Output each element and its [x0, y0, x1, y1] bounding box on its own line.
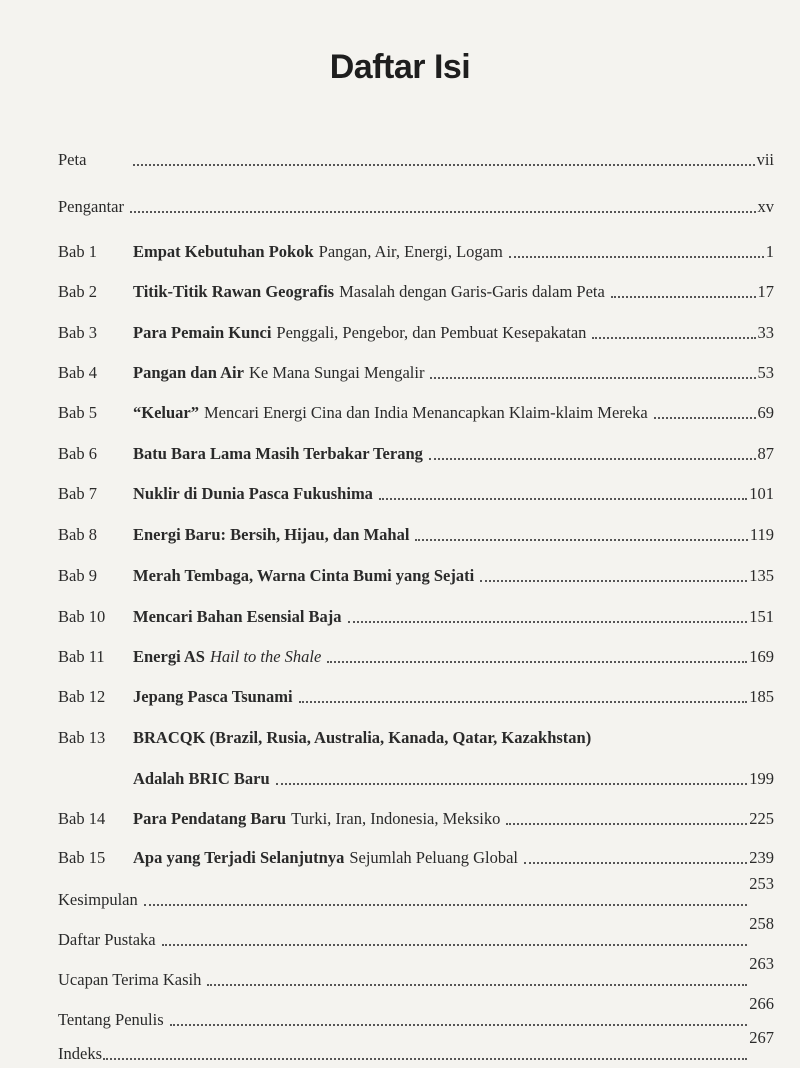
leader-dots: [327, 660, 747, 663]
toc-entry-bab-9[interactable]: [58, 556, 774, 586]
toc-entry-bab-8[interactable]: [58, 515, 774, 545]
chapter-number: Bab 5: [58, 403, 97, 422]
leader-dots: [299, 700, 748, 703]
entry-label: Pengantar: [58, 197, 124, 216]
chapter-number: Bab 11: [58, 647, 105, 666]
entry-label: Daftar Pustaka: [58, 930, 156, 949]
chapter-subtitle: Masalah dengan Garis-Garis dalam Peta: [339, 282, 605, 301]
entry-label: Indeks: [58, 1044, 102, 1063]
chapter-number: Bab 8: [58, 525, 97, 544]
chapter-subtitle: Ke Mana Sungai Mengalir: [248, 363, 425, 382]
chapter-title: Merah Tembaga, Warna Cinta Bumi yang Sejati: [133, 566, 475, 585]
chapter-title: Para Pemain Kunci: [133, 323, 272, 342]
page-number: 101: [749, 484, 774, 503]
chapter-title: Energi Baru: Bersih, Hijau, dan Mahal: [133, 525, 410, 544]
chapter-title: Jepang Pasca Tsunami: [133, 687, 293, 706]
chapter-title: “Keluar”: [133, 403, 199, 422]
toc-entry-peta[interactable]: [58, 140, 774, 170]
page-number: 119: [749, 525, 774, 544]
chapter-title: BRACQK (Brazil, Rusia, Australia, Kanada, Qatar, Kazakhstan): [133, 728, 592, 747]
toc-entry-bab-13-continued[interactable]: [58, 759, 774, 789]
toc-entry-bab-10[interactable]: [58, 597, 774, 627]
chapter-title: Apa yang Terjadi Selanjutnya: [133, 848, 345, 867]
chapter-number: Bab 4: [58, 363, 97, 382]
leader-dots: [276, 782, 748, 785]
toc-entry-indeks[interactable]: [58, 1028, 774, 1064]
leader-dots: [524, 861, 747, 864]
chapter-number: Bab 2: [58, 282, 97, 301]
toc-entry-bab-2[interactable]: [58, 272, 774, 302]
chapter-title: Para Pendatang Baru: [133, 809, 287, 828]
page-number: 151: [749, 607, 774, 626]
toc-entry-bab-3[interactable]: [58, 313, 774, 343]
chapter-title: Batu Bara Lama Masih Terbakar Terang: [133, 444, 423, 463]
leader-dots: [654, 416, 756, 419]
chapter-title: Energi AS: [133, 647, 205, 666]
chapter-subtitle: Sejumlah Peluang Global: [349, 848, 518, 867]
page-number: xv: [757, 197, 774, 216]
toc-entry-ucapan-terima-kasih[interactable]: [58, 954, 774, 990]
page-number: 266: [749, 994, 774, 1013]
leader-dots: [207, 983, 747, 986]
leader-dots: [592, 336, 755, 339]
chapter-title: Pangan dan Air: [133, 363, 244, 382]
chapter-number: Bab 13: [58, 728, 106, 747]
chapter-number: Bab 1: [58, 242, 97, 261]
toc-entry-bab-11[interactable]: [58, 637, 774, 667]
chapter-number: Bab 12: [58, 687, 106, 706]
page-title: Daftar Isi: [329, 48, 471, 86]
chapter-title: Mencari Bahan Esensial Baja: [133, 607, 342, 626]
page-number: 199: [749, 769, 774, 788]
page-number: 33: [757, 323, 774, 342]
leader-dots: [162, 943, 748, 946]
chapter-number: Bab 9: [58, 566, 97, 585]
leader-dots: [348, 620, 748, 623]
page-number: 225: [749, 809, 774, 828]
chapter-subtitle: Mencari Energi Cina dan India Menancapkan Klaim-klaim Mereka: [204, 403, 648, 422]
toc-entry-bab-1[interactable]: [58, 232, 774, 262]
page-number: 87: [757, 444, 774, 463]
chapter-number: Bab 15: [58, 848, 106, 867]
leader-dots: [430, 376, 755, 379]
page-number: 69: [757, 403, 774, 422]
toc-entry-daftar-pustaka[interactable]: [58, 914, 774, 950]
chapter-number: Bab 10: [58, 607, 106, 626]
page-number: 135: [749, 566, 774, 585]
chapter-title: Empat Kebutuhan Pokok: [133, 242, 314, 261]
toc-entry-bab-12[interactable]: [58, 677, 774, 707]
leader-dots: [509, 255, 764, 258]
toc-entry-bab-7[interactable]: [58, 474, 774, 504]
leader-dots: [144, 903, 748, 906]
page-number: 17: [757, 282, 774, 301]
page-number: 1: [765, 242, 774, 261]
toc-entry-kesimpulan[interactable]: [58, 874, 774, 910]
entry-label: Ucapan Terima Kasih: [58, 970, 202, 989]
leader-dots: [379, 497, 747, 500]
toc-entry-bab-14[interactable]: [58, 799, 774, 829]
toc-entry-tentang-penulis[interactable]: [58, 994, 774, 1030]
chapter-title: Titik-Titik Rawan Geografis: [133, 282, 335, 301]
chapter-subtitle: Turki, Iran, Indonesia, Meksiko: [291, 809, 501, 828]
chapter-number: Bab 14: [58, 809, 106, 828]
leader-dots: [130, 210, 756, 213]
toc-entry-bab-5[interactable]: [58, 393, 774, 423]
leader-dots: [429, 457, 756, 460]
entry-label: Tentang Penulis: [58, 1010, 164, 1029]
chapter-number: Bab 3: [58, 323, 97, 342]
page-number: 169: [749, 647, 774, 666]
leader-dots: [506, 822, 747, 825]
toc-entry-bab-6[interactable]: [58, 434, 774, 464]
chapter-subtitle: Penggali, Pengebor, dan Pembuat Kesepakatan: [276, 323, 587, 342]
page-number: 258: [749, 914, 774, 933]
chapter-number: Bab 6: [58, 444, 97, 463]
chapter-title: Nuklir di Dunia Pasca Fukushima: [133, 484, 373, 503]
page-number: 185: [749, 687, 774, 706]
chapter-subtitle: Hail to the Shale: [209, 647, 322, 666]
leader-dots: [611, 295, 756, 298]
leader-dots: [170, 1023, 748, 1026]
toc-entry-bab-15[interactable]: [58, 838, 774, 868]
page-number: 239: [749, 848, 774, 867]
chapter-subtitle: Pangan, Air, Energi, Logam: [318, 242, 503, 261]
toc-entry-bab-13[interactable]: [58, 718, 774, 748]
leader-dots: [133, 163, 755, 166]
page-number: 53: [757, 363, 774, 382]
toc-entry-bab-4[interactable]: [58, 353, 774, 383]
leader-dots: [103, 1057, 747, 1060]
leader-dots: [415, 538, 747, 541]
page-number: vii: [756, 150, 774, 169]
page-number: 263: [749, 954, 774, 973]
leader-dots: [480, 579, 747, 582]
entry-label: Peta: [58, 150, 87, 169]
page-number: 253: [749, 874, 774, 893]
chapter-number: Bab 7: [58, 484, 97, 503]
toc-entry-pengantar[interactable]: [58, 187, 774, 217]
chapter-title-continued: Adalah BRIC Baru: [133, 769, 270, 788]
entry-label: Kesimpulan: [58, 890, 138, 909]
page-number: 267: [749, 1028, 774, 1047]
